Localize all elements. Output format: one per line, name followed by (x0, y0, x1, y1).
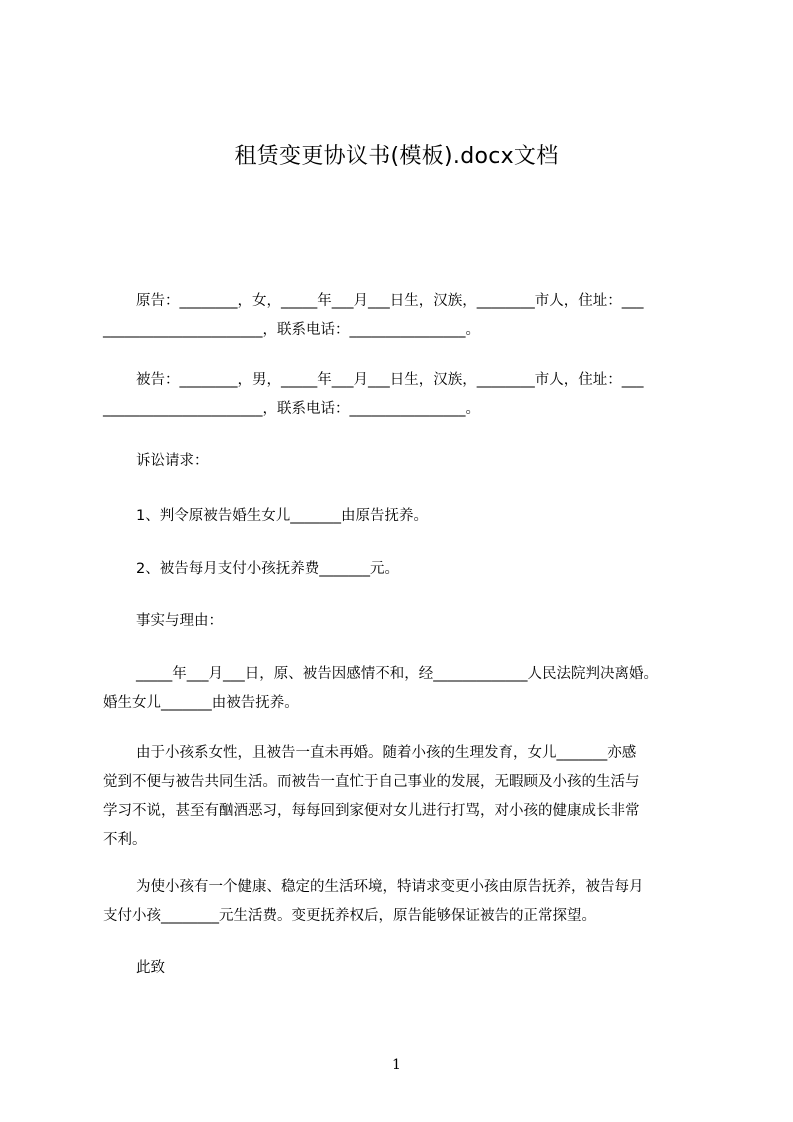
facts-2-line-3: 学习不说，甚至有酗酒恶习，每每回到家便对女儿进行打骂，对小孩的健康成长非常 (103, 803, 640, 819)
document-title: 租赁变更协议书(模板).docx文档 (234, 144, 559, 169)
claim-2-paragraph (103, 555, 703, 584)
plaintiff-paragraph (103, 287, 703, 345)
facts-1-line-1: _____年___月___日，原、被告因感情不和，经_____________人民法院判决离婚。 (136, 666, 658, 682)
claim-1-paragraph (103, 502, 703, 531)
closing-paragraph (103, 954, 703, 983)
closing-text: 此致 (136, 960, 165, 976)
facts-3-line-2: 支付小孩________元生活费。变更抚养权后，原告能够保证被告的正常探望。 (103, 908, 596, 924)
facts-heading-paragraph (103, 607, 703, 636)
defendant-paragraph (103, 366, 703, 424)
defendant-line-1: 被告：________，男，_____年___月___日生，汉族，________市人，住址：___ (136, 372, 644, 388)
facts-2-line-1: 由于小孩系女性，且被告一直未再婚。随着小孩的生理发育，女儿_______亦感 (136, 745, 637, 761)
claims-heading: 诉讼请求： (136, 453, 209, 469)
claim-1: 1、判令原被告婚生女儿_______由原告抚养。 (136, 508, 428, 524)
facts-heading: 事实与理由： (136, 613, 223, 629)
facts-3-line-1: 为使小孩有一个健康、稳定的生活环境，特请求变更小孩由原告抚养，被告每月 (136, 879, 644, 895)
claims-heading-paragraph (103, 447, 703, 476)
facts-1-line-2: 婚生女儿_______由被告抚养。 (103, 695, 299, 711)
facts-paragraph-2 (103, 739, 703, 855)
defendant-line-2: ______________________，联系电话：________________。 (103, 401, 480, 417)
page-number: 1 (392, 1057, 401, 1073)
plaintiff-line-2: ______________________，联系电话：________________。 (103, 322, 480, 338)
claim-2: 2、被告每月支付小孩抚养费_______元。 (136, 561, 399, 577)
facts-paragraph-3 (103, 873, 703, 931)
facts-2-line-4: 不利。 (103, 832, 147, 848)
plaintiff-line-1: 原告：________，女，_____年___月___日生，汉族，________市人，住址：___ (136, 293, 644, 309)
facts-2-line-2: 觉到不便与被告共同生活。而被告一直忙于自己事业的发展，无暇顾及小孩的生活与 (103, 774, 640, 790)
facts-paragraph-1 (103, 660, 703, 718)
